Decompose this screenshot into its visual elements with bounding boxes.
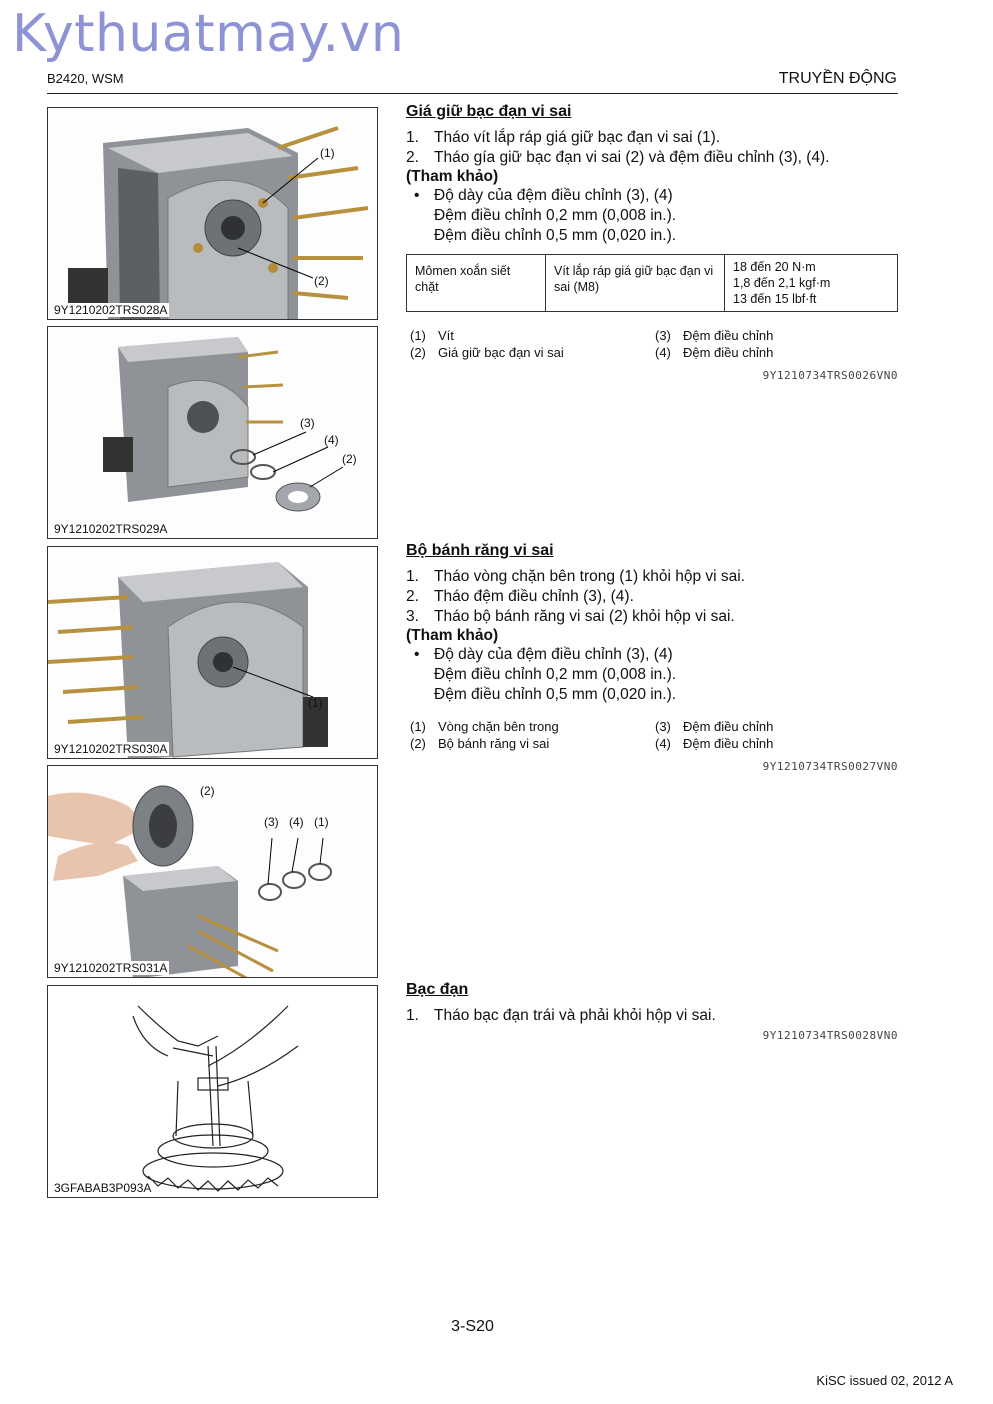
document-code: 9Y1210734TRS0026VN0 (762, 369, 898, 382)
callout-3: (3) (264, 815, 279, 829)
gearbox-housing-illustration (48, 108, 378, 320)
footer-issue: KiSC issued 02, 2012 A (816, 1373, 953, 1388)
step-list (406, 567, 898, 627)
section-diff-gear (406, 542, 898, 705)
figure-4 (47, 765, 378, 978)
step-list (406, 128, 898, 168)
legend-item: (1) Vòng chặn bên trong (410, 719, 559, 734)
section-bearing (406, 981, 898, 1026)
step-list (406, 1006, 898, 1026)
document-code: 9Y1210734TRS0028VN0 (762, 1029, 898, 1042)
figure-1 (47, 107, 378, 320)
legend-item: (4) Đệm điều chỉnh (655, 736, 774, 751)
section-title: Giá giữ bạc đạn vi sai (406, 103, 572, 120)
step-item: 1. Tháo vòng chặn bên trong (1) khỏi hộp vi sai. (406, 568, 746, 585)
document-code: 9Y1210734TRS0027VN0 (762, 760, 898, 773)
figure-caption: 9Y1210202TRS029A (54, 522, 168, 536)
figure-caption: 9Y1210202TRS031A (54, 961, 168, 975)
figure-caption: 9Y1210202TRS028A (54, 303, 168, 317)
callout-1: (1) (314, 815, 329, 829)
differential-case-illustration (48, 547, 378, 759)
legend-item: (2) Bộ bánh răng vi sai (410, 736, 550, 751)
legend-item: (1) Vít (410, 328, 454, 343)
callout-2: (2) (200, 784, 215, 798)
step-item: 2. Tháo đệm điều chỉnh (3), (4). (406, 588, 634, 605)
figure-caption: 9Y1210202TRS030A (54, 742, 168, 756)
section-title: Bạc đạn (406, 981, 469, 998)
torque-label: Mômen xoắn siết chặt (407, 255, 546, 312)
torque-table (406, 254, 898, 312)
legend-1 (410, 327, 900, 367)
figure-5 (47, 985, 378, 1198)
bearing-puller-illustration (48, 986, 378, 1198)
legend-item: (3) Đệm điều chỉnh (655, 719, 774, 734)
figure-caption: 3GFABAB3P093A (54, 1181, 152, 1195)
callout-3: (3) (300, 416, 315, 430)
step-item: 1. Tháo vít lắp ráp giá giữ bạc đạn vi sai (1). (406, 129, 721, 146)
callout-1: (1) (320, 146, 335, 160)
callout-1: (1) (308, 696, 323, 710)
step-item: 2. Tháo gía giữ bạc đạn vi sai (2) và đệm điều chỉnh (3), (4). (406, 149, 830, 166)
page-number: 3-S20 (451, 1318, 494, 1335)
torque-item: Vít lắp ráp giá giữ bạc đạn vi sai (M8) (546, 255, 725, 312)
legend-item: (3) Đệm điều chỉnh (655, 328, 774, 343)
figure-2 (47, 326, 378, 539)
section-title: Bộ bánh răng vi sai (406, 542, 554, 559)
header-section: TRUYỀN ĐỘNG (778, 70, 897, 87)
reference-bullet: • Độ dày của đệm điều chỉnh (3), (4) Đệm điều chỉnh 0,2 mm (0,008 in.). Đệm điều chỉnh 0,5 mm (0,020 in.). (406, 645, 898, 705)
header-divider (47, 93, 898, 94)
bullet-dot: • (414, 646, 420, 663)
section-diff-bearing-holder (406, 103, 898, 312)
reference-bullet: • Độ dày của đệm điều chỉnh (3), (4) Đệm điều chỉnh 0,2 mm (0,008 in.). Đệm điều chỉnh 0,5 mm (0,020 in.). (406, 186, 898, 246)
legend-item: (2) Giá giữ bạc đạn vi sai (410, 345, 564, 360)
reference-title: (Tham khảo) (406, 627, 499, 644)
step-item: 1. Tháo bạc đạn trái và phải khỏi hộp vi sai. (406, 1007, 716, 1024)
legend-2 (410, 718, 900, 758)
torque-values: 18 đến 20 N·m 1,8 đến 2,1 kgf·m 13 đến 15 lbf·ft (725, 255, 898, 312)
watermark-logo: Kythuatmay.vn (12, 4, 405, 64)
callout-2: (2) (314, 274, 329, 288)
step-item: 3. Tháo bộ bánh răng vi sai (2) khỏi hộp vi sai. (406, 608, 735, 625)
legend-item: (4) Đệm điều chỉnh (655, 345, 774, 360)
header-model: B2420, WSM (47, 71, 124, 86)
reference-title: (Tham khảo) (406, 168, 499, 185)
callout-4: (4) (324, 433, 339, 447)
callout-4: (4) (289, 815, 304, 829)
figure-3 (47, 546, 378, 759)
bullet-dot: • (414, 187, 420, 204)
callout-2: (2) (342, 452, 357, 466)
